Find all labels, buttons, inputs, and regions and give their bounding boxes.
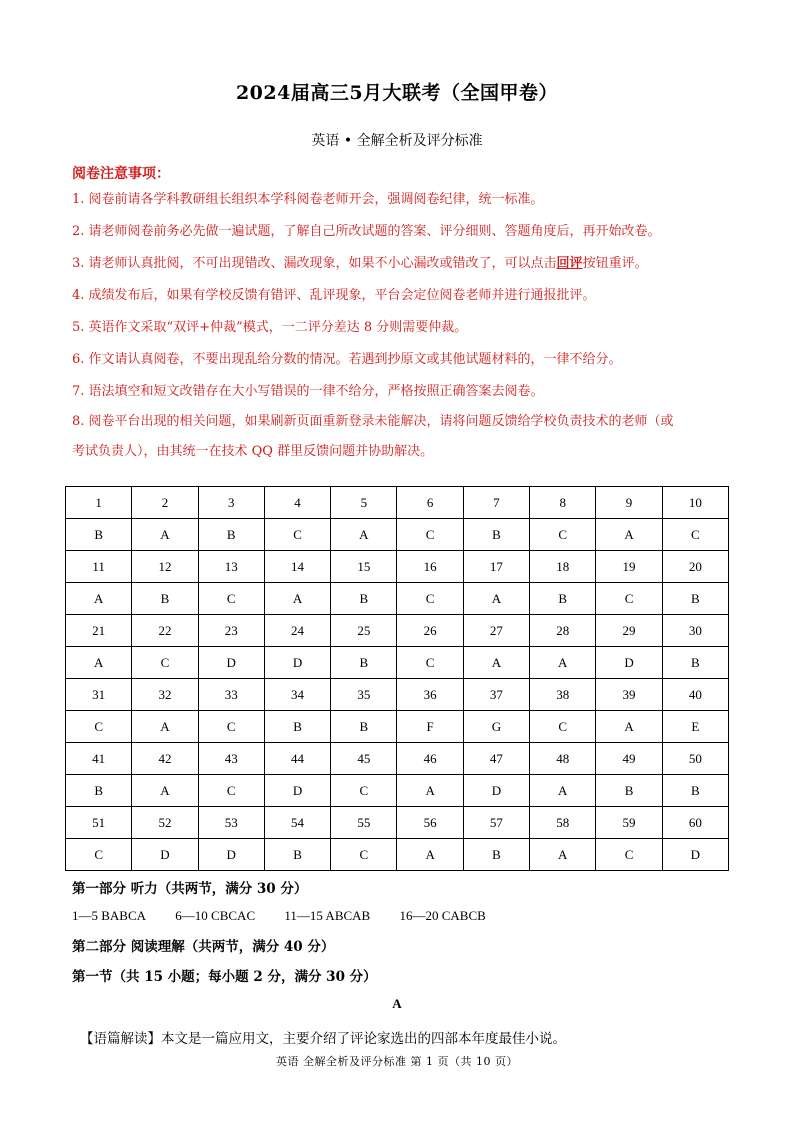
question-number-cell: 53 (198, 807, 264, 839)
section1-heading: 第一节（共 15 小题；每小题 2 分，满分 30 分） (72, 969, 377, 985)
answer-cell: B (662, 583, 728, 615)
question-number-cell: 44 (264, 743, 330, 775)
part2-heading: 第二部分 阅读理解（共两节，满分 40 分） (72, 939, 335, 955)
passage-intro: 【语篇解读】本文是一篇应用文，主要介绍了评论家选出的四部本年度最佳小说。 (80, 1031, 566, 1047)
answer-cell: B (463, 839, 529, 871)
question-number-cell: 35 (331, 679, 397, 711)
question-number-cell: 15 (331, 551, 397, 583)
question-number-cell: 49 (596, 743, 662, 775)
question-number-cell: 26 (397, 615, 463, 647)
question-number-cell: 18 (530, 551, 596, 583)
part1-heading: 第一部分 听力（共两节，满分 30 分） (72, 881, 308, 897)
answer-cell: D (463, 775, 529, 807)
question-number-cell: 19 (596, 551, 662, 583)
answer-cell: C (530, 519, 596, 551)
question-number-row (66, 743, 729, 775)
answer-cell: C (198, 775, 264, 807)
listening-group: 16—20 CABCB (399, 908, 486, 923)
answer-cell: C (530, 711, 596, 743)
question-number-cell: 1 (66, 487, 132, 519)
question-number-cell: 39 (596, 679, 662, 711)
question-number-cell: 45 (331, 743, 397, 775)
answer-row (66, 519, 729, 551)
question-number-cell: 58 (530, 807, 596, 839)
question-number-cell: 50 (662, 743, 728, 775)
answer-cell: A (397, 775, 463, 807)
notice-item-5: 5. 英语作文采取“双评+仲裁”模式，一二评分差达 8 分则需要仲裁。 (72, 320, 468, 335)
answer-cell: C (264, 519, 330, 551)
question-number-cell: 2 (132, 487, 198, 519)
question-number-cell: 12 (132, 551, 198, 583)
question-number-cell: 52 (132, 807, 198, 839)
question-number-cell: 38 (530, 679, 596, 711)
notice-item-3 (72, 249, 732, 279)
answer-cell: C (331, 775, 397, 807)
notice-item-1: 1. 阅卷前请各学科教研组长组织本学科阅卷老师开会，强调阅卷纪律，统一标准。 (72, 192, 544, 207)
question-number-cell: 51 (66, 807, 132, 839)
answer-cell: E (662, 711, 728, 743)
question-number-row (66, 551, 729, 583)
answer-cell: D (264, 775, 330, 807)
notice-item-3-tail: 按钮重评。 (582, 256, 648, 271)
answer-cell: C (331, 839, 397, 871)
answer-cell: B (132, 583, 198, 615)
question-number-cell: 3 (198, 487, 264, 519)
answer-cell: C (397, 519, 463, 551)
question-number-cell: 57 (463, 807, 529, 839)
answer-cell: C (66, 839, 132, 871)
answer-cell: A (596, 711, 662, 743)
question-number-cell: 34 (264, 679, 330, 711)
question-number-cell: 17 (463, 551, 529, 583)
answer-cell: A (463, 647, 529, 679)
answer-cell: D (264, 647, 330, 679)
answer-cell: B (662, 647, 728, 679)
notice-item-8-cont: 考试负责人），由其统一在技术 QQ 群里反馈问题并协助解决。 (72, 444, 434, 459)
question-number-cell: 7 (463, 487, 529, 519)
listening-answers (72, 908, 512, 924)
answer-cell: A (463, 583, 529, 615)
question-number-cell: 5 (331, 487, 397, 519)
answer-cell: B (530, 583, 596, 615)
question-number-cell: 48 (530, 743, 596, 775)
answer-cell: B (596, 775, 662, 807)
answer-row (66, 839, 729, 871)
answer-cell: A (132, 775, 198, 807)
answer-cell: C (198, 583, 264, 615)
question-number-cell: 16 (397, 551, 463, 583)
answer-cell: A (132, 711, 198, 743)
listening-group: 11—15 ABCAB (284, 908, 371, 923)
notice-item-2: 2. 请老师阅卷前务必先做一遍试题，了解自己所改试题的答案、评分细则、答题角度后，再开始改卷。 (72, 224, 661, 239)
answer-cell: B (463, 519, 529, 551)
notice-item-8: 8. 阅卷平台出现的相关问题，如果刷新页面重新登录未能解决，请将问题反馈给学校负责技术的老师（或 (72, 414, 674, 429)
answer-cell: C (198, 711, 264, 743)
answer-cell: A (66, 583, 132, 615)
answer-row (66, 775, 729, 807)
answer-cell: C (397, 647, 463, 679)
question-number-row (66, 679, 729, 711)
question-number-row (66, 487, 729, 519)
answer-cell: A (132, 519, 198, 551)
answer-cell: B (331, 583, 397, 615)
question-number-cell: 46 (397, 743, 463, 775)
answer-cell: B (331, 647, 397, 679)
answer-cell: A (264, 583, 330, 615)
answer-cell: B (662, 775, 728, 807)
answer-cell: D (596, 647, 662, 679)
review-link[interactable]: 回评 (556, 256, 583, 271)
question-number-row (66, 615, 729, 647)
answer-cell: A (331, 519, 397, 551)
passage-label: A (392, 996, 402, 1011)
page-title: 2024届高三5月大联考（全国甲卷） (235, 82, 559, 104)
question-number-cell: 47 (463, 743, 529, 775)
question-number-cell: 25 (331, 615, 397, 647)
answer-row (66, 647, 729, 679)
answer-cell: A (397, 839, 463, 871)
question-number-cell: 41 (66, 743, 132, 775)
answer-cell: B (264, 839, 330, 871)
answer-cell: D (662, 839, 728, 871)
question-number-cell: 9 (596, 487, 662, 519)
question-number-cell: 56 (397, 807, 463, 839)
listening-group: 1—5 BABCA (72, 908, 147, 923)
answer-cell: G (463, 711, 529, 743)
question-number-cell: 33 (198, 679, 264, 711)
answer-cell: C (66, 711, 132, 743)
answer-cell: A (596, 519, 662, 551)
question-number-cell: 40 (662, 679, 728, 711)
question-number-row (66, 807, 729, 839)
notice-item-7: 7. 语法填空和短文改错存在大小写错误的一律不给分，严格按照正确答案去阅卷。 (72, 384, 544, 399)
question-number-cell: 29 (596, 615, 662, 647)
listening-group: 6—10 CBCAC (175, 908, 256, 923)
question-number-cell: 20 (662, 551, 728, 583)
answer-cell: C (662, 519, 728, 551)
question-number-cell: 43 (198, 743, 264, 775)
question-number-cell: 21 (66, 615, 132, 647)
answer-cell: D (132, 839, 198, 871)
answer-cell: A (530, 839, 596, 871)
question-number-cell: 8 (530, 487, 596, 519)
answer-cell: F (397, 711, 463, 743)
question-number-cell: 54 (264, 807, 330, 839)
answer-cell: C (596, 583, 662, 615)
question-number-cell: 13 (198, 551, 264, 583)
question-number-cell: 42 (132, 743, 198, 775)
question-number-cell: 37 (463, 679, 529, 711)
answer-cell: B (264, 711, 330, 743)
answer-cell: A (530, 647, 596, 679)
notice-item-3-text: 3. 请老师认真批阅，不可出现错改、漏改现象，如果不小心漏改或错改了，可以点击 (72, 256, 557, 271)
answer-table (65, 486, 729, 871)
answer-cell: B (198, 519, 264, 551)
answer-cell: C (397, 583, 463, 615)
question-number-cell: 10 (662, 487, 728, 519)
question-number-cell: 11 (66, 551, 132, 583)
question-number-cell: 27 (463, 615, 529, 647)
question-number-cell: 28 (530, 615, 596, 647)
answer-cell: A (66, 647, 132, 679)
answer-cell: B (331, 711, 397, 743)
answer-cell: D (198, 839, 264, 871)
question-number-cell: 30 (662, 615, 728, 647)
notice-heading: 阅卷注意事项： (72, 166, 170, 182)
question-number-cell: 59 (596, 807, 662, 839)
question-number-cell: 55 (331, 807, 397, 839)
answer-cell: B (66, 775, 132, 807)
question-number-cell: 24 (264, 615, 330, 647)
page-footer: 英语 全解全析及评分标准 第 1 页（共 10 页） (276, 1055, 518, 1068)
answer-cell: A (530, 775, 596, 807)
question-number-cell: 31 (66, 679, 132, 711)
question-number-cell: 6 (397, 487, 463, 519)
question-number-cell: 22 (132, 615, 198, 647)
notice-item-6: 6. 作文请认真阅卷，不要出现乱给分数的情况。若遇到抄原文或其他试题材料的，一律不给分。 (72, 352, 622, 367)
question-number-cell: 32 (132, 679, 198, 711)
answer-cell: D (198, 647, 264, 679)
answer-cell: B (66, 519, 132, 551)
answer-row (66, 711, 729, 743)
question-number-cell: 4 (264, 487, 330, 519)
question-number-cell: 23 (198, 615, 264, 647)
question-number-cell: 36 (397, 679, 463, 711)
notice-item-4: 4. 成绩发布后，如果有学校反馈有错评、乱评现象，平台会定位阅卷老师并进行通报批评。 (72, 288, 596, 303)
answer-row (66, 583, 729, 615)
answer-cell: C (132, 647, 198, 679)
answer-cell: C (596, 839, 662, 871)
question-number-cell: 60 (662, 807, 728, 839)
page-subtitle: 英语 • 全解全析及评分标准 (311, 133, 483, 149)
question-number-cell: 14 (264, 551, 330, 583)
